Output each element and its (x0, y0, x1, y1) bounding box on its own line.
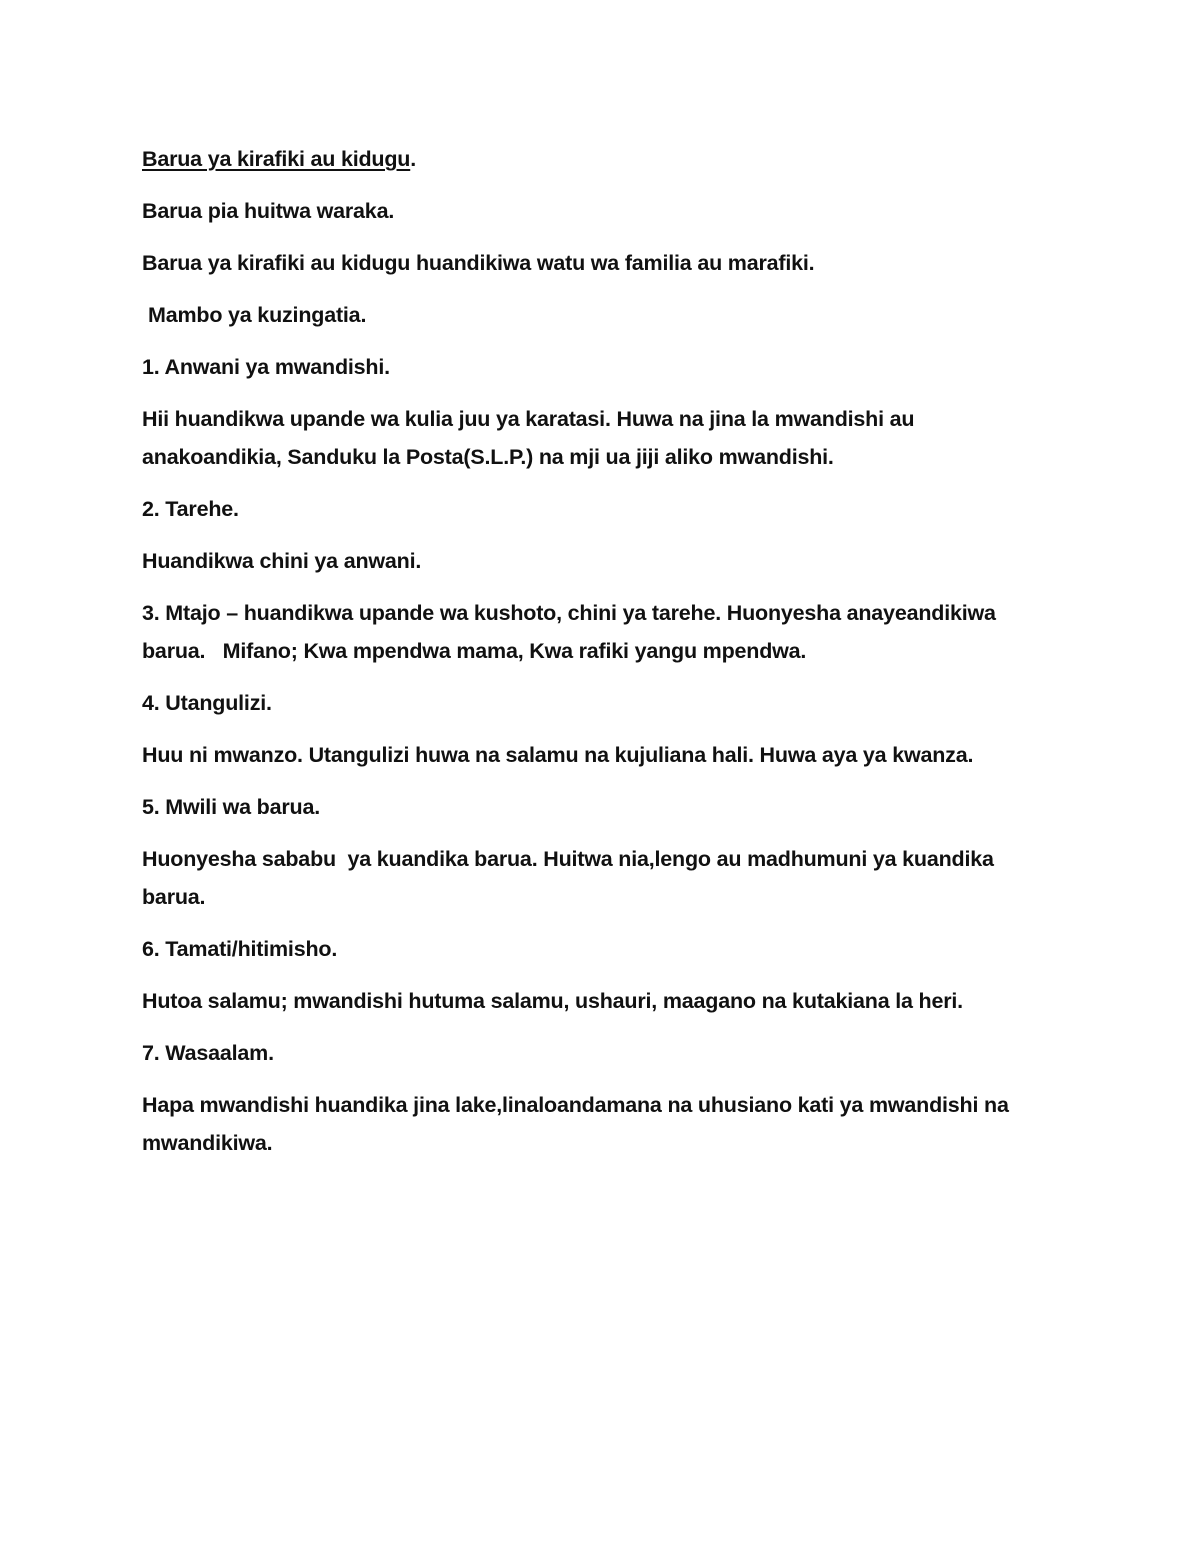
item-body-date: Huandikwa chini ya anwani. (142, 549, 422, 573)
section-heading-considerations: Mambo ya kuzingatia. (148, 303, 367, 327)
document-body (142, 140, 1042, 1176)
item-body-body: Huonyesha sababu ya kuandika barua. Huitwa nia,lengo au madhumuni ya kuandika barua. (142, 847, 1000, 909)
paragraph-definition: Barua ya kirafiki au kidugu huandikiwa watu wa familia au marafiki. (142, 251, 815, 275)
document-title-text: Barua ya kirafiki au kidugu (142, 147, 411, 171)
item-body-address: Hii huandikwa upande wa kulia juu ya karatasi. Huwa na jina la mwandishi au anakoandikia, Sanduku la Posta(S.L.P.) na mji ua jiji aliko mwandishi. (142, 407, 921, 469)
item-heading-address: 1. Anwani ya mwandishi. (142, 355, 390, 379)
document-title (142, 140, 1042, 178)
item-salutation: 3. Mtajo – huandikwa upande wa kushoto, chini ya tarehe. Huonyesha anayeandikiwa barua. Mifano; Kwa mpendwa mama, Kwa rafiki yangu mpendwa. (142, 601, 1002, 663)
item-heading-date: 2. Tarehe. (142, 497, 239, 521)
paragraph-alias: Barua pia huitwa waraka. (142, 199, 395, 223)
item-body-introduction: Huu ni mwanzo. Utangulizi huwa na salamu na kujuliana hali. Huwa aya ya kwanza. (142, 743, 974, 767)
item-heading-signoff: 7. Wasaalam. (142, 1041, 274, 1065)
item-heading-introduction: 4. Utangulizi. (142, 691, 272, 715)
item-body-conclusion: Hutoa salamu; mwandishi hutuma salamu, ushauri, maagano na kutakiana la heri. (142, 989, 963, 1013)
item-heading-conclusion: 6. Tamati/hitimisho. (142, 937, 338, 961)
item-heading-body: 5. Mwili wa barua. (142, 795, 321, 819)
item-body-signoff: Hapa mwandishi huandika jina lake,linaloandamana na uhusiano kati ya mwandishi na mwandikiwa. (142, 1093, 1015, 1155)
document-title-punct: . (410, 147, 417, 171)
